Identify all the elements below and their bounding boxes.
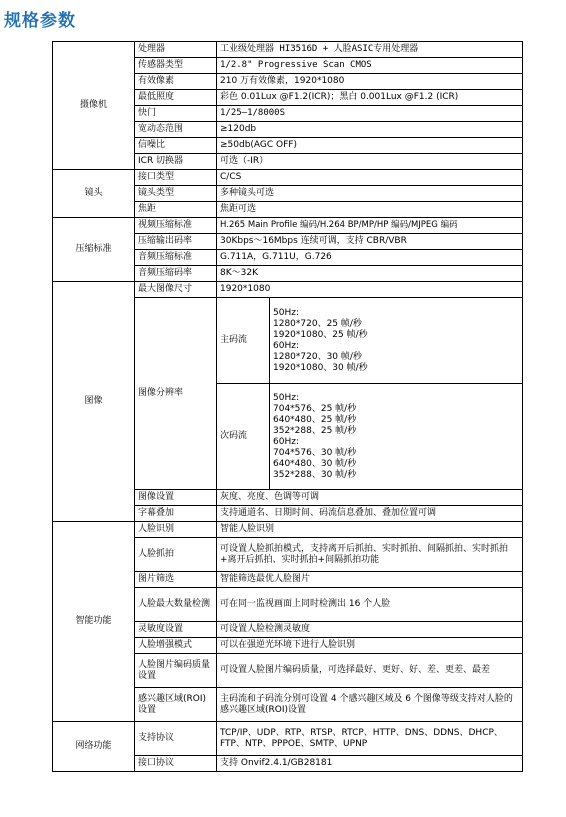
- spec-label: 图像分辨率: [135, 298, 217, 490]
- spec-value: ≥120db: [217, 122, 523, 138]
- spec-value: 支持通道名、日期时间、码流信息叠加、叠加位置可调: [217, 506, 523, 522]
- spec-value: 焦距可选: [217, 202, 523, 218]
- spec-table: [52, 41, 523, 772]
- spec-label: 音频压缩标准: [135, 250, 217, 266]
- table-row: [53, 218, 523, 234]
- format-line: 60Hz:: [273, 436, 299, 447]
- spec-value: 工业级处理器 HI3516D + 人脸ASIC专用处理器: [217, 42, 523, 58]
- format-line: 640*480、25 帧/秒: [273, 414, 357, 425]
- format-line: 1920*1080、30 帧/秒: [273, 362, 368, 373]
- format-line: 704*576、25 帧/秒: [273, 403, 357, 414]
- category-image: 图像: [53, 282, 135, 522]
- spec-label: 信噪比: [135, 138, 217, 154]
- format-line: 352*288、30 帧/秒: [273, 469, 357, 480]
- spec-value: 可以在强逆光环境下进行人脸识别: [217, 638, 523, 654]
- spec-label: 灵敏度设置: [135, 622, 217, 638]
- spec-value: 可设置人脸检测灵敏度: [217, 622, 523, 638]
- spec-value: 8K～32K: [217, 266, 523, 282]
- spec-value: 灰度、亮度、色调等可调: [217, 490, 523, 506]
- spec-value: 可选（-IR）: [217, 154, 523, 170]
- spec-value: 1920*1080: [217, 282, 523, 298]
- spec-value: 智能人脸识别: [217, 522, 523, 538]
- spec-label: 感兴趣区域(ROI)设置: [135, 688, 217, 722]
- format-line: 1920*1080、25 帧/秒: [273, 329, 368, 340]
- table-row: [53, 522, 523, 538]
- spec-label: 接口类型: [135, 170, 217, 186]
- page-title: 规格参数: [4, 11, 76, 31]
- format-line: 704*576、30 帧/秒: [273, 447, 357, 458]
- spec-label: 图片筛选: [135, 572, 217, 588]
- format-line: 60Hz:: [273, 340, 299, 351]
- spec-value: G.711A，G.711U，G.726: [217, 250, 523, 266]
- spec-value: 主码流和子码流分别可设置 4 个感兴趣区域及 6 个图像等级支持对人脸的感兴趣区域(ROI)设置: [217, 688, 523, 722]
- spec-label: 有效像素: [135, 74, 217, 90]
- spec-label: 最大图像尺寸: [135, 282, 217, 298]
- main-stream-formats: [270, 298, 523, 384]
- table-row: [53, 282, 523, 298]
- category-compression: 压缩标准: [53, 218, 135, 282]
- spec-value: 彩色 0.01Lux @F1.2(ICR)；黑白 0.001Lux @F1.2 (ICR): [217, 90, 523, 106]
- spec-label: 人脸识别: [135, 522, 217, 538]
- table-row: [53, 722, 523, 756]
- spec-value: 智能筛选最优人脸图片: [217, 572, 523, 588]
- sub-stream-label: 次码流: [217, 384, 270, 490]
- spec-value: 多种镜头可选: [217, 186, 523, 202]
- spec-label: 人脸抓拍: [135, 538, 217, 572]
- spec-label: 人脸最大数量检测: [135, 588, 217, 622]
- spec-label: ICR 切换器: [135, 154, 217, 170]
- spec-label: 图像设置: [135, 490, 217, 506]
- spec-value: 1/25—1/8000S: [217, 106, 523, 122]
- spec-label: 最低照度: [135, 90, 217, 106]
- spec-value: 可在同一监视画面上同时检测出 16 个人脸: [217, 588, 523, 622]
- category-smart: 智能功能: [53, 522, 135, 722]
- format-line: 50Hz:: [273, 307, 299, 318]
- spec-value: 1/2.8" Progressive Scan CMOS: [217, 58, 523, 74]
- spec-label: 传感器类型: [135, 58, 217, 74]
- category-camera: 摄像机: [53, 42, 135, 170]
- spec-label: 镜头类型: [135, 186, 217, 202]
- table-row: [53, 42, 523, 58]
- spec-label: 快门: [135, 106, 217, 122]
- category-lens: 镜头: [53, 170, 135, 218]
- spec-label: 字幕叠加: [135, 506, 217, 522]
- spec-value: 支持 Onvif2.4.1/GB28181: [217, 756, 523, 772]
- spec-label: 人脸图片编码质量设置: [135, 654, 217, 688]
- format-line: 50Hz:: [273, 392, 299, 403]
- format-line: 640*480、30 帧/秒: [273, 458, 357, 469]
- spec-label: 人脸增强模式: [135, 638, 217, 654]
- spec-value: 210 万有效像素，1920*1080: [217, 74, 523, 90]
- spec-value: 30Kbps～16Mbps 连续可调，支持 CBR/VBR: [217, 234, 523, 250]
- format-line: 352*288、25 帧/秒: [273, 425, 357, 436]
- spec-value: 可设置人脸抓拍模式，支持离开后抓拍、实时抓拍、间隔抓拍、实时抓拍+离开后抓拍、实时抓拍+间隔抓拍功能: [217, 538, 523, 572]
- spec-label: 宽动态范围: [135, 122, 217, 138]
- spec-label: 接口协议: [135, 756, 217, 772]
- spec-label: 视频压缩标准: [135, 218, 217, 234]
- format-line: 1280*720、25 帧/秒: [273, 318, 362, 329]
- category-network: 网络功能: [53, 722, 135, 772]
- spec-value: TCP/IP、UDP、RTP、RTSP、RTCP、HTTP、DNS、DDNS、DHCP、FTP、NTP、PPPOE、SMTP、UPNP: [217, 722, 523, 756]
- spec-label: 压缩输出码率: [135, 234, 217, 250]
- spec-label: 音频压缩码率: [135, 266, 217, 282]
- spec-label: 处理器: [135, 42, 217, 58]
- main-stream-label: 主码流: [217, 298, 270, 384]
- table-row: [53, 170, 523, 186]
- spec-label: 焦距: [135, 202, 217, 218]
- format-line: 1280*720、30 帧/秒: [273, 351, 362, 362]
- spec-value: 可设置人脸图片编码质量，可选择最好、更好、好、差、更差、最差: [217, 654, 523, 688]
- spec-value: H.265 Main Profile 编码/H.264 BP/MP/HP 编码/MJPEG 编码: [217, 218, 523, 234]
- spec-value: ≥50db(AGC OFF): [217, 138, 523, 154]
- spec-label: 支持协议: [135, 722, 217, 756]
- spec-value: C/CS: [217, 170, 523, 186]
- sub-stream-formats: [270, 384, 523, 490]
